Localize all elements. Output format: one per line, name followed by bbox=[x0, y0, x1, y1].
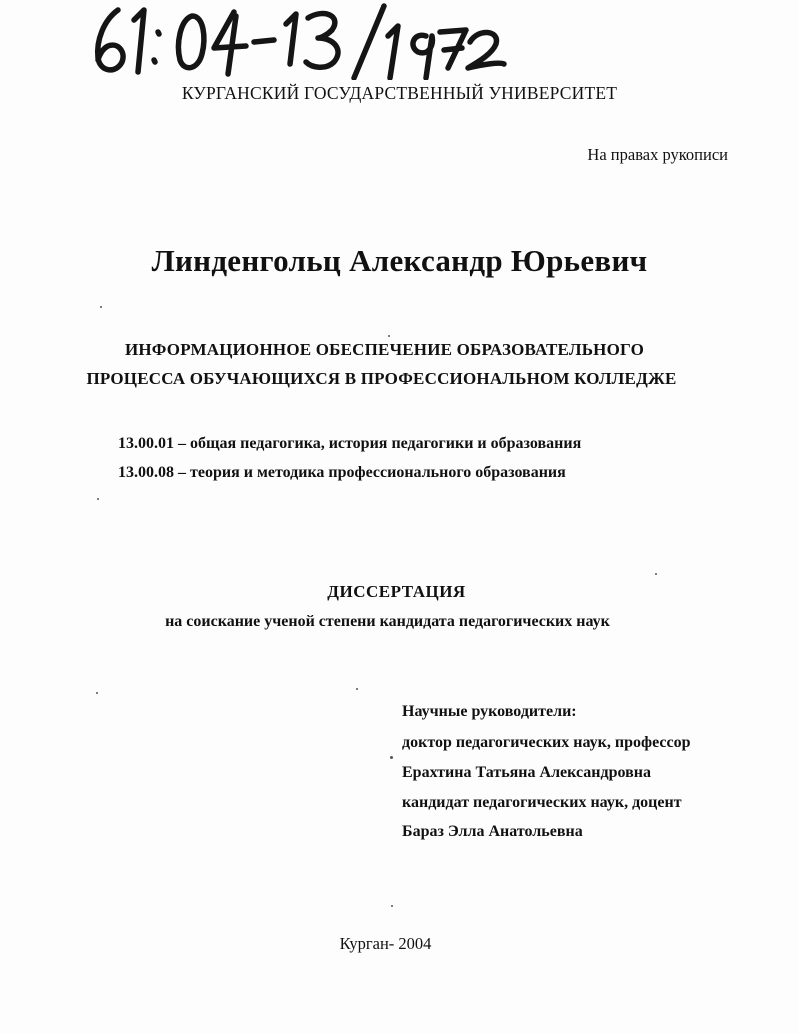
specialty-code: 13.00.08 – теория и методика профессионального образования bbox=[118, 464, 566, 481]
scan-speck bbox=[655, 573, 657, 575]
city-year: Курган- 2004 bbox=[339, 934, 432, 953]
dissertation-title-line: ИНФОРМАЦИОННОЕ ОБЕСПЕЧЕНИЕ ОБРАЗОВАТЕЛЬНОГО bbox=[124, 340, 645, 359]
supervisors-heading: Научные руководители: bbox=[402, 703, 577, 720]
supervisor-degree: доктор педагогических наук, профессор bbox=[402, 734, 691, 751]
document-purpose: на соискание ученой степени кандидата педагогических наук bbox=[165, 613, 610, 630]
rights-note: На правах рукописи bbox=[587, 145, 728, 164]
author-name: Линденгольц Александр Юрьевич bbox=[151, 243, 648, 278]
supervisor-name: Бараз Элла Анатольевна bbox=[402, 823, 583, 840]
handwritten-archive-code bbox=[88, 2, 508, 80]
document-type: ДИССЕРТАЦИЯ bbox=[327, 582, 466, 601]
scan-speck bbox=[356, 688, 358, 690]
scan-speck bbox=[388, 335, 390, 337]
scan-speck bbox=[391, 905, 393, 907]
specialty-code: 13.00.01 – общая педагогика, история педагогики и образования bbox=[118, 435, 582, 452]
university-name: КУРГАНСКИЙ ГОСУДАРСТВЕННЫЙ УНИВЕРСИТЕТ bbox=[181, 83, 618, 103]
supervisor-name: Ерахтина Татьяна Александровна bbox=[402, 764, 651, 781]
supervisor-degree: кандидат педагогических наук, доцент bbox=[402, 794, 682, 811]
scan-speck bbox=[96, 692, 98, 694]
scan-speck bbox=[390, 756, 393, 759]
dissertation-title-line: ПРОЦЕССА ОБУЧАЮЩИХСЯ В ПРОФЕССИОНАЛЬНОМ КОЛЛЕДЖЕ bbox=[86, 369, 677, 388]
scan-speck bbox=[100, 306, 102, 308]
scan-speck bbox=[97, 498, 99, 500]
